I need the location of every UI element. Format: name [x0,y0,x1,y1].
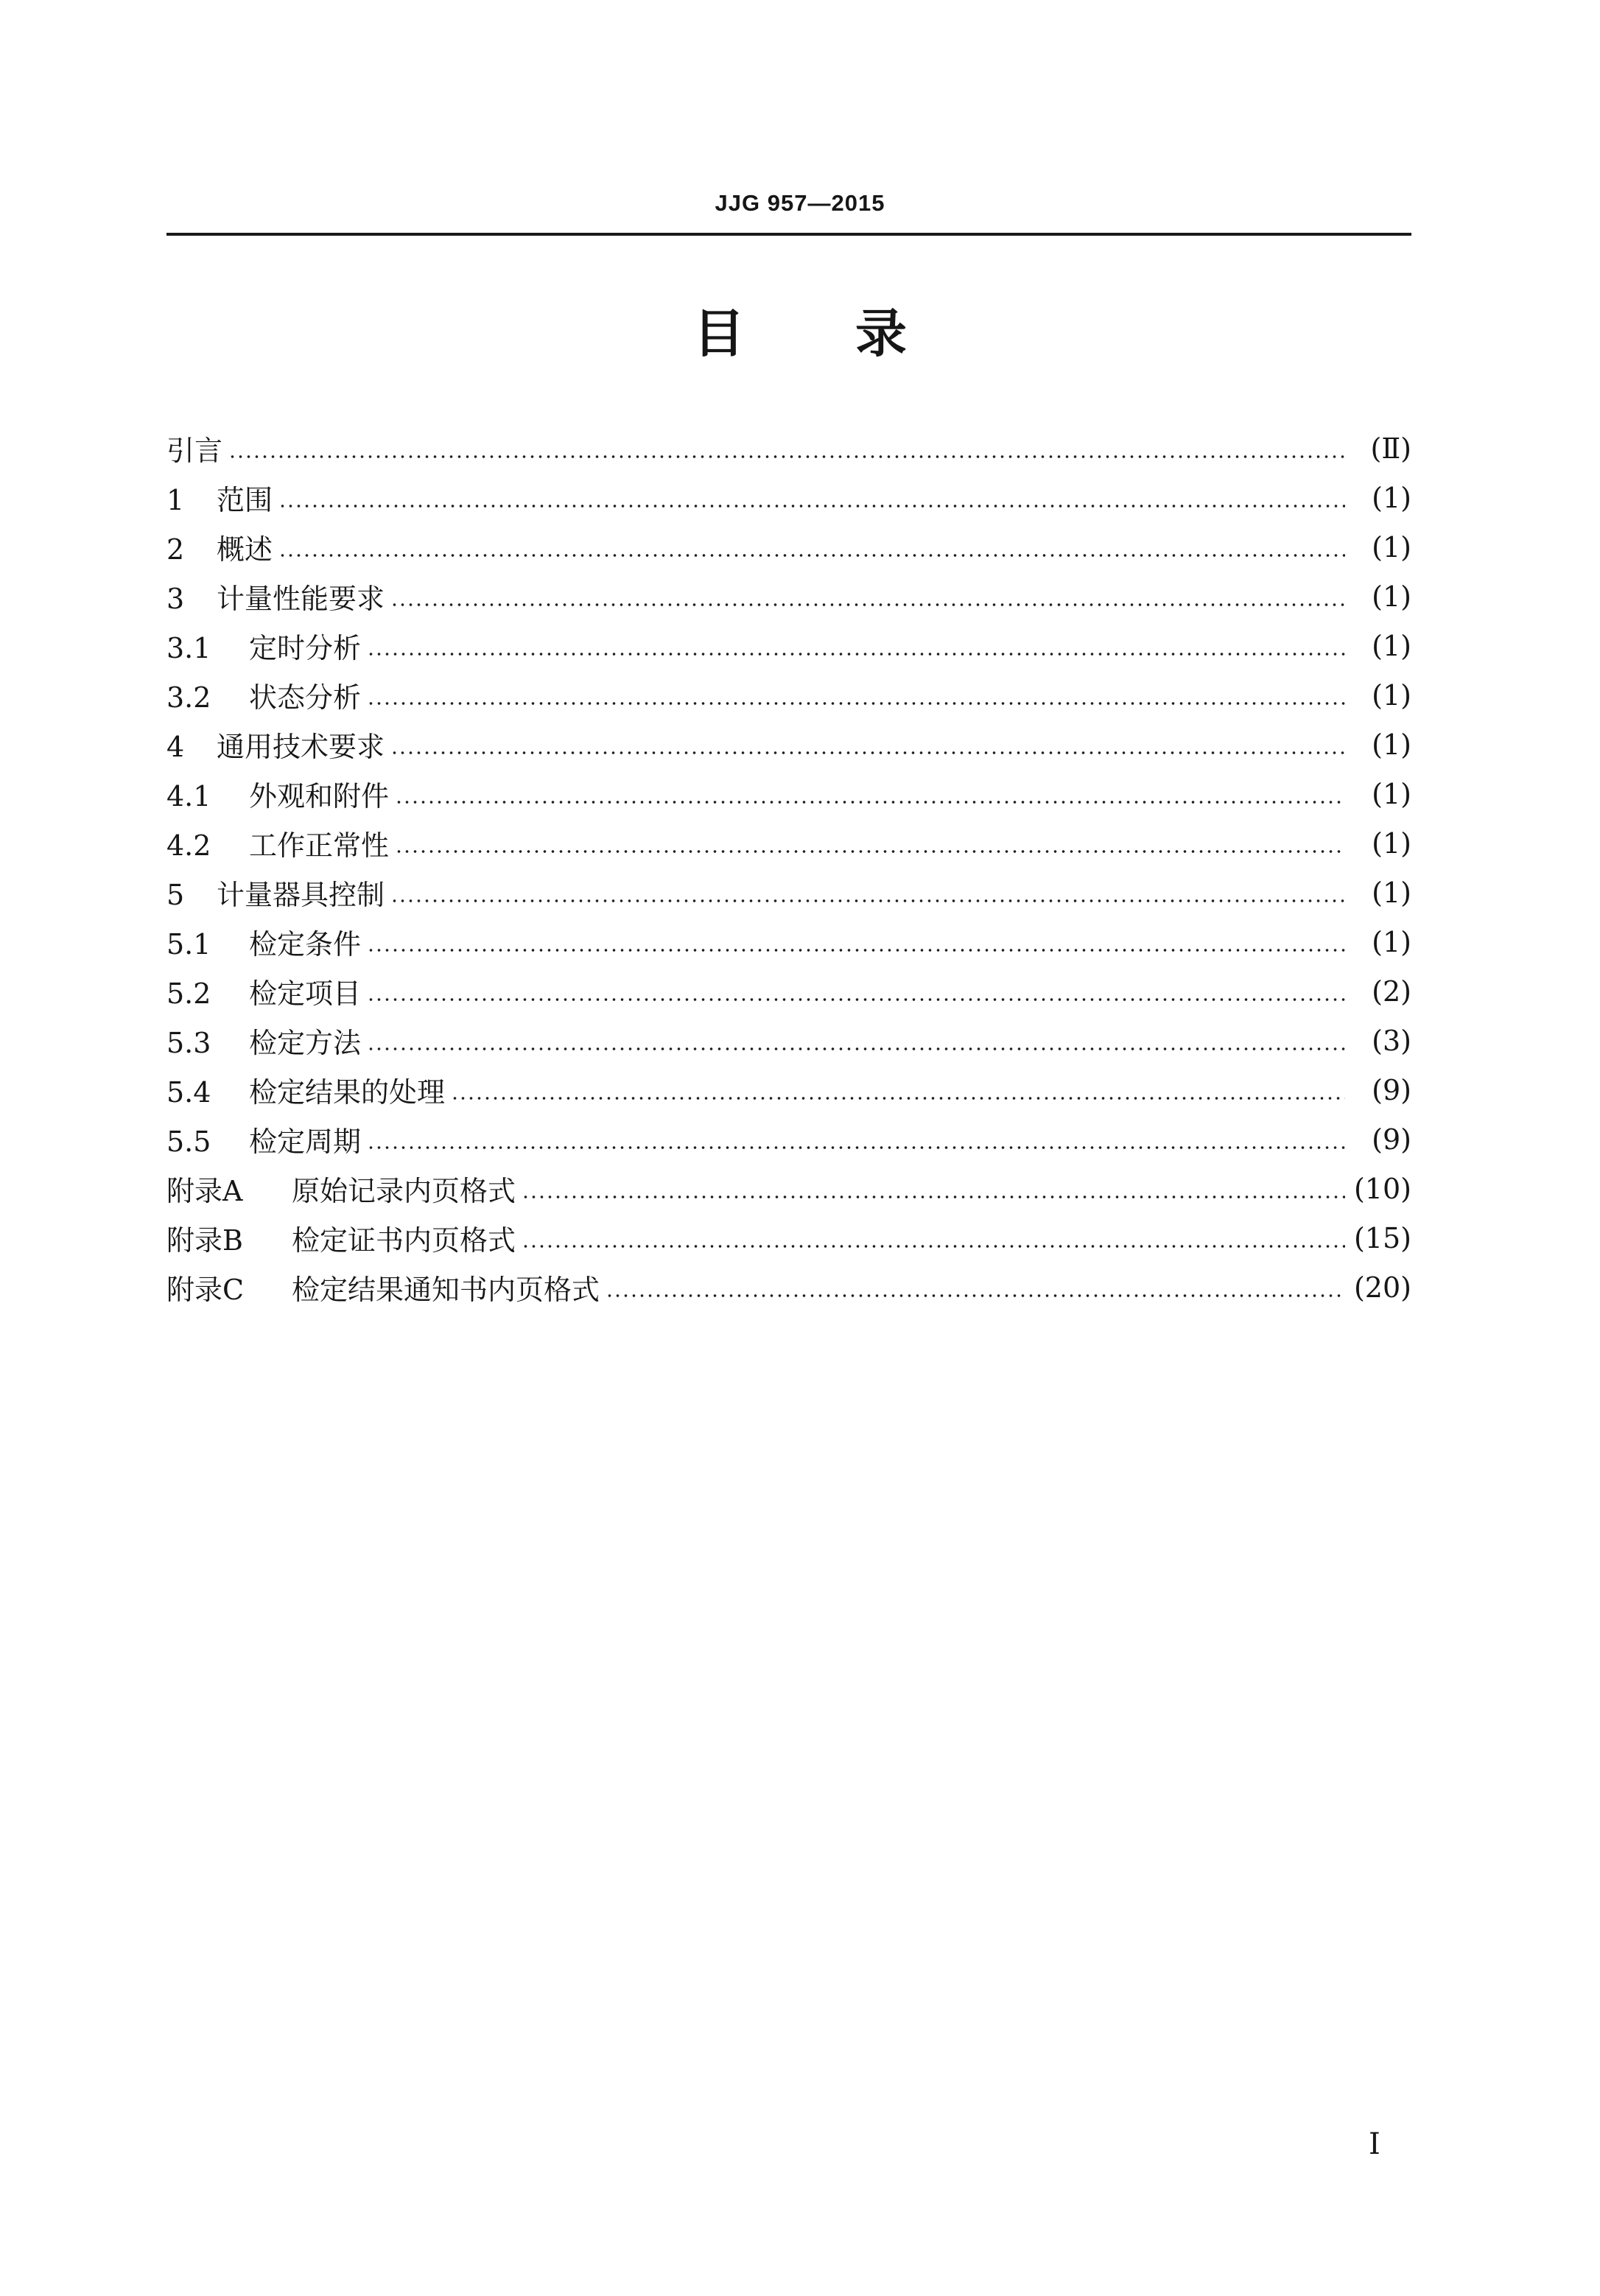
toc-entry-label [166,527,278,567]
toc-leader-dots [522,1224,1345,1252]
toc-entry-number: 4.1 [166,780,211,812]
toc-entry[interactable] [166,473,1411,522]
toc-leader-dots [367,977,1345,1005]
toc-leader-dots [228,435,1345,463]
toc-entry[interactable] [166,720,1411,769]
toc-entry[interactable] [166,1065,1411,1114]
toc-entry-label [166,428,228,468]
toc-entry-number: 3.2 [166,681,211,714]
toc-entry-number: 5.3 [166,1027,211,1059]
toc-entry-label [166,971,367,1011]
toc-entry-page: (1) [1372,580,1411,613]
toc-entry-page: (1) [1372,777,1411,810]
standard-code: JJG 957—2015 [715,190,885,216]
toc-entry-number: 附录C [166,1274,245,1306]
table-of-contents [166,424,1411,1312]
toc-entry-page: (15) [1353,1221,1411,1254]
toc-entry-label [166,1267,606,1307]
toc-entry-page: (10) [1353,1172,1411,1205]
toc-entry-label [166,576,390,617]
toc-entry-page: (1) [1372,925,1411,958]
toc-leader-dots [390,879,1345,907]
toc-entry-label [166,724,390,765]
toc-entry-title: 原始记录内页格式 [292,1175,516,1207]
toc-entry-title: 计量性能要求 [217,583,385,615]
toc-entry-number: 5.4 [166,1076,211,1109]
toc-entry[interactable] [166,917,1411,966]
toc-entry-page: (2) [1372,975,1411,1008]
toc-entry-label [166,872,390,913]
toc-entry-label [166,823,395,863]
toc-leader-dots [390,731,1345,759]
toc-entry-page: (1) [1372,481,1411,514]
toc-entry-label [166,477,278,518]
toc-entry-number: 3.1 [166,632,211,664]
toc-entry-number: 5 [166,879,185,911]
toc-heading-char-1: 目 [693,303,745,364]
header-rule [166,233,1411,236]
toc-entry-number: 4 [166,731,185,763]
toc-entry-label [166,1119,367,1159]
toc-leader-dots [367,1126,1345,1154]
toc-entry-title: 工作正常性 [249,829,390,862]
toc-entry-number: 3 [166,583,185,615]
toc-leader-dots [367,928,1345,956]
toc-entry-title: 检定条件 [249,928,362,961]
toc-entry-label [166,921,367,962]
toc-entry-number: 5.5 [166,1126,211,1158]
toc-entry-page: (Ⅱ) [1370,432,1411,465]
toc-leader-dots [606,1274,1345,1302]
toc-leader-dots [451,1076,1345,1104]
toc-entry[interactable] [166,966,1411,1016]
toc-leader-dots [395,780,1345,808]
toc-entry-page: (1) [1372,728,1411,761]
toc-entry-page: (3) [1372,1024,1411,1057]
toc-heading-char-2: 录 [855,303,907,364]
toc-entry-title: 引言 [166,435,223,467]
toc-entry-title: 检定结果通知书内页格式 [292,1274,600,1306]
toc-heading [0,303,1600,364]
toc-entry[interactable] [166,424,1411,473]
toc-entry-title: 检定证书内页格式 [292,1224,516,1257]
toc-entry-title: 检定项目 [249,977,362,1010]
toc-entry-number: 附录A [166,1175,243,1207]
toc-entry-label [166,1070,451,1110]
toc-entry-title: 外观和附件 [249,780,390,812]
toc-entry[interactable] [166,1213,1411,1263]
toc-entry-number: 附录B [166,1224,243,1257]
toc-entry[interactable] [166,522,1411,572]
toc-entry[interactable] [166,1114,1411,1164]
toc-entry-page: (1) [1372,530,1411,564]
toc-leader-dots [390,583,1345,611]
toc-entry-number: 5.1 [166,928,211,961]
toc-leader-dots [278,533,1345,561]
toc-entry-page: (1) [1372,678,1411,712]
toc-entry-label [166,1020,367,1061]
toc-entry-label [166,773,395,814]
toc-entry-label [166,1168,522,1209]
toc-entry-page: (1) [1372,629,1411,662]
toc-entry-number: 2 [166,533,185,566]
toc-entry-number: 4.2 [166,829,211,862]
toc-entry-title: 检定结果的处理 [249,1076,446,1109]
toc-entry-title: 范围 [217,484,273,516]
toc-leader-dots [367,681,1345,709]
toc-entry-title: 计量器具控制 [217,879,385,911]
toc-entry[interactable] [166,670,1411,720]
toc-leader-dots [522,1175,1345,1203]
toc-entry-title: 检定周期 [249,1126,362,1158]
toc-entry-title: 概述 [217,533,273,566]
toc-entry[interactable] [166,818,1411,868]
toc-entry-page: (20) [1353,1271,1411,1304]
toc-entry[interactable] [166,1263,1411,1312]
toc-entry-title: 检定方法 [249,1027,362,1059]
toc-entry-title: 状态分析 [249,681,362,714]
toc-leader-dots [395,829,1345,857]
toc-entry[interactable] [166,769,1411,818]
toc-entry-page: (1) [1372,876,1411,909]
toc-entry-title: 通用技术要求 [217,731,385,763]
toc-entry-page: (9) [1372,1123,1411,1156]
toc-leader-dots [367,632,1345,660]
toc-entry-title: 定时分析 [249,632,362,664]
toc-entry-label [166,1218,522,1258]
toc-leader-dots [367,1027,1345,1055]
toc-entry-number: 1 [166,484,185,516]
toc-entry[interactable] [166,1016,1411,1065]
page-number: I [1369,2127,1380,2161]
toc-entry[interactable] [166,1164,1411,1213]
toc-entry-page: (1) [1372,826,1411,860]
toc-entry[interactable] [166,572,1411,621]
toc-entry-number: 5.2 [166,977,211,1010]
toc-entry-label [166,625,367,666]
toc-entry[interactable] [166,621,1411,670]
toc-entry-label [166,675,367,715]
toc-leader-dots [278,484,1345,512]
toc-entry-page: (9) [1372,1073,1411,1106]
toc-entry[interactable] [166,868,1411,917]
